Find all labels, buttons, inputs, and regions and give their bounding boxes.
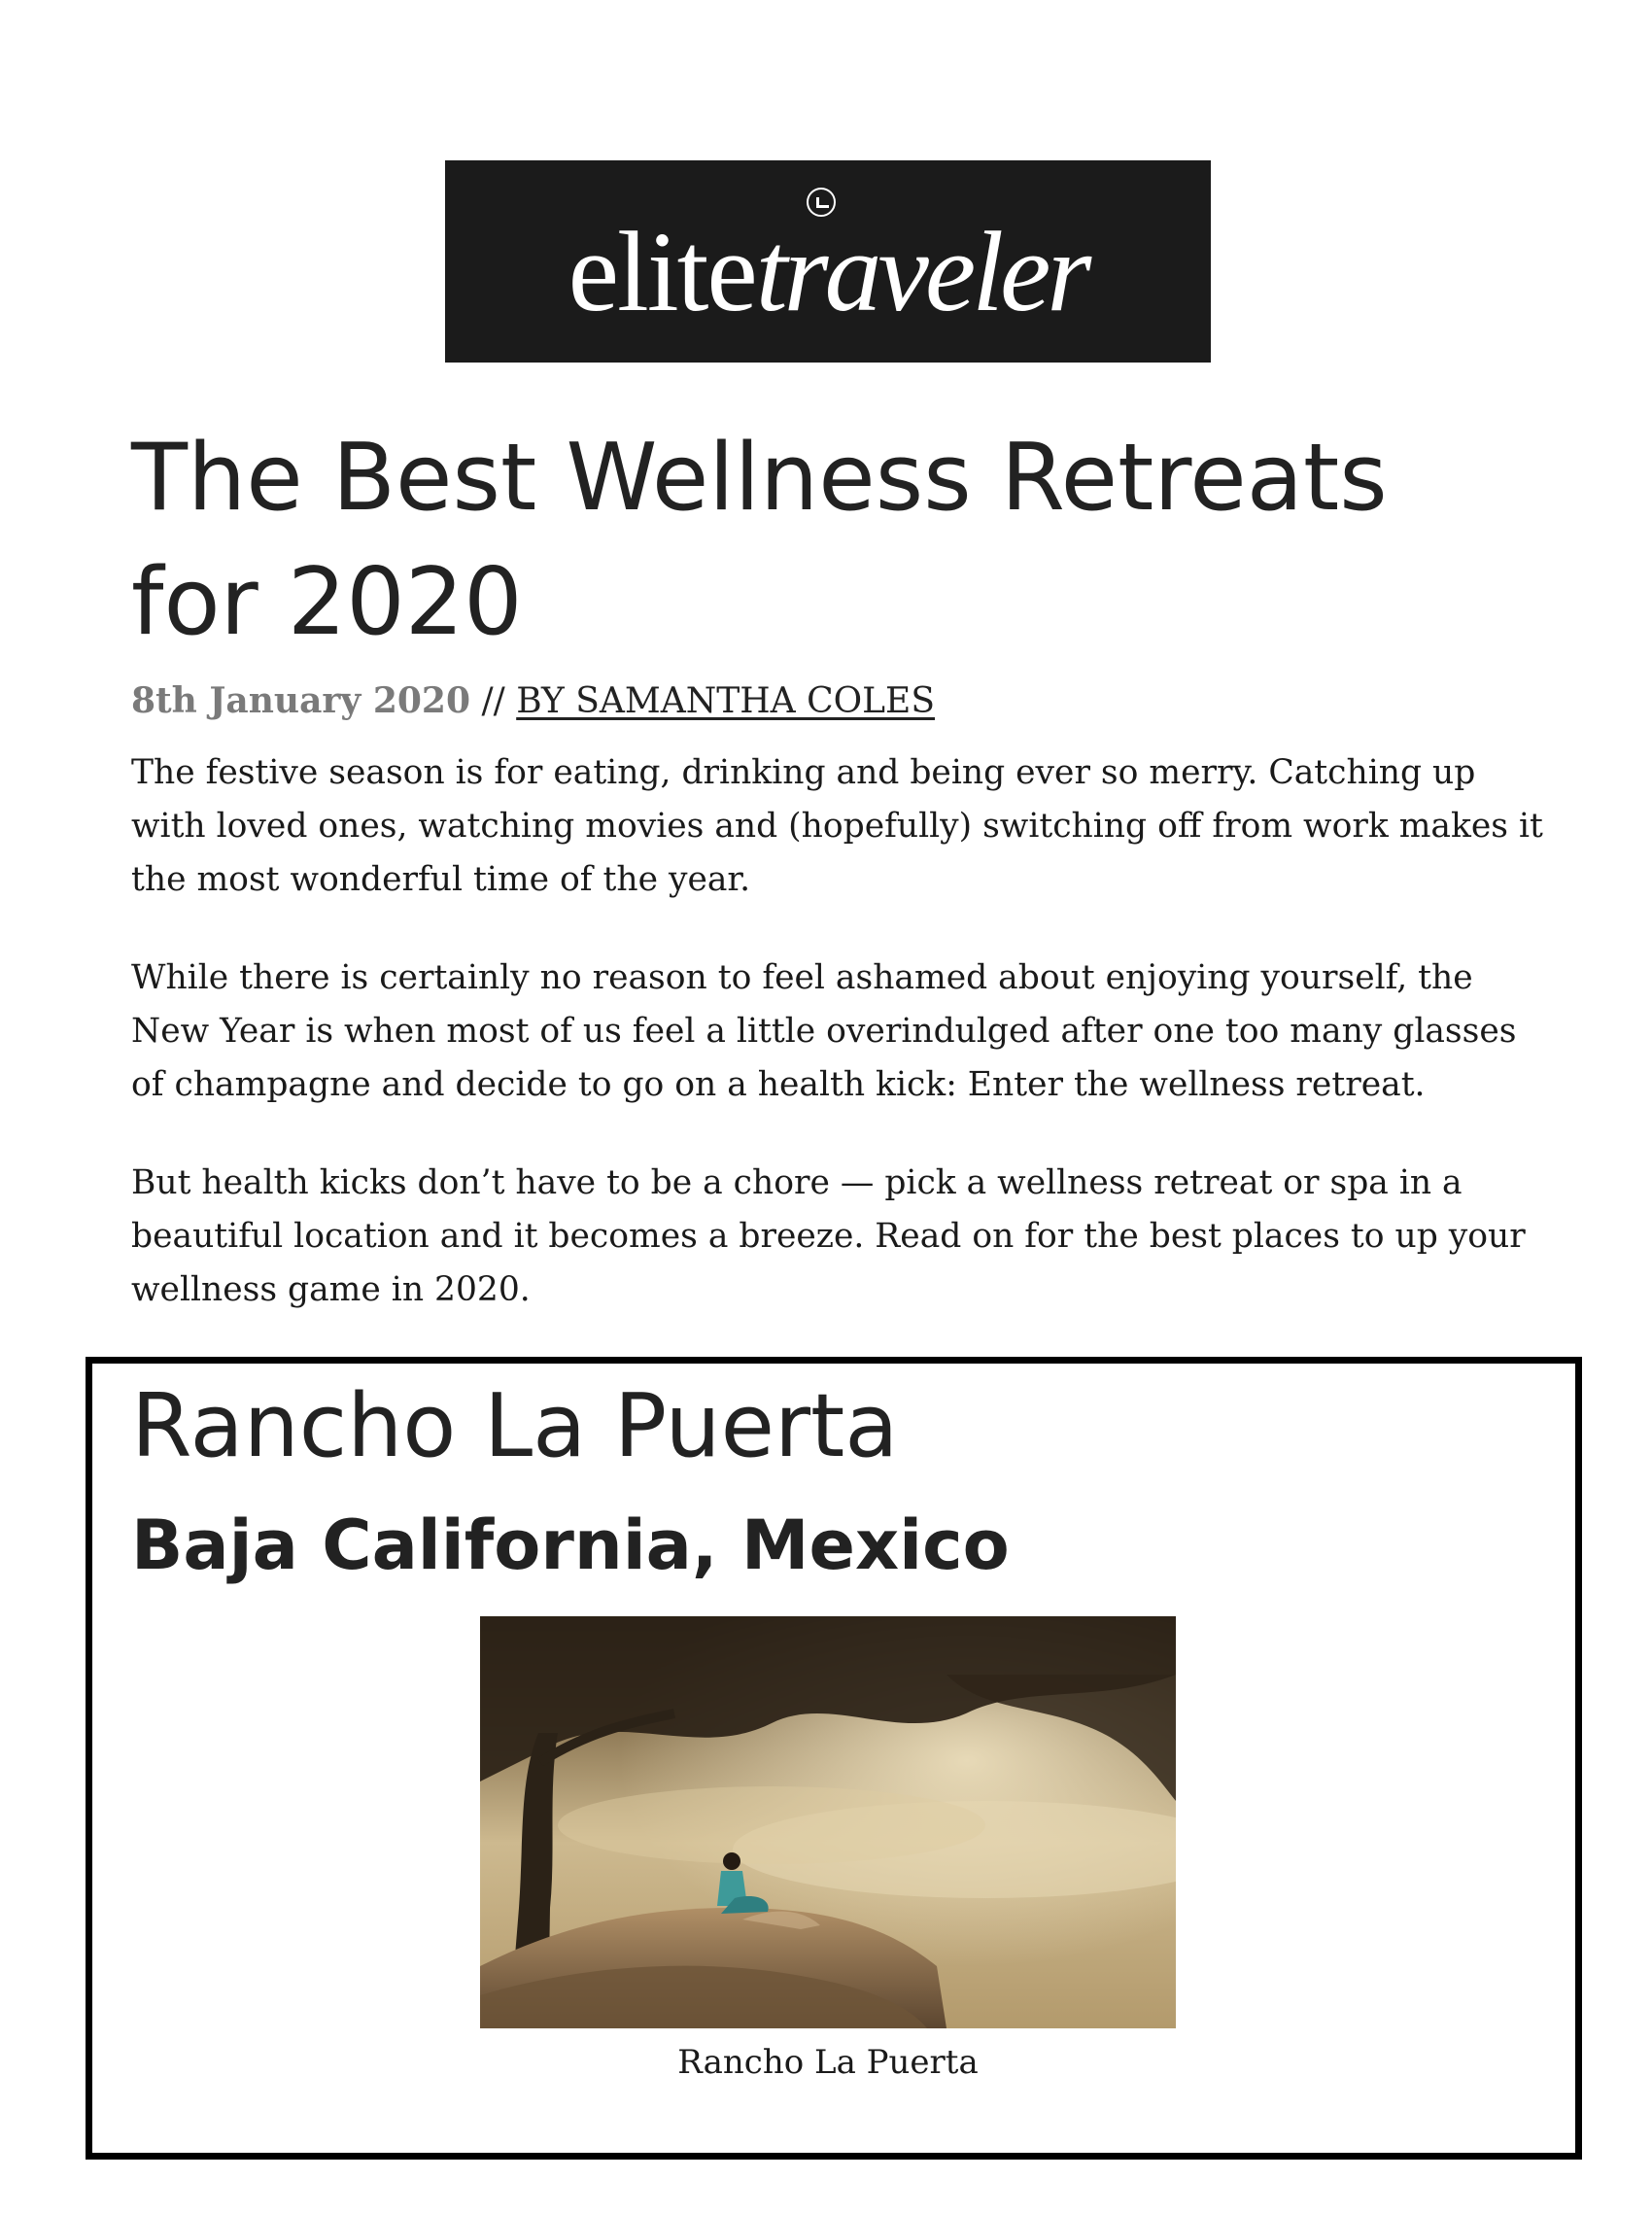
logo-emblem-icon: [807, 188, 836, 217]
article-title: The Best Wellness Retreats for 2020: [131, 425, 1388, 656]
article-paragraph-3: But health kicks don’t have to be a chore — pick a wellness retreat or spa in a beautiful location and it becomes a breeze. Read on for the best places to up your wellness game in 2020.: [131, 1163, 1526, 1309]
retreat-name: Rancho La Puerta: [131, 1375, 899, 1477]
retreat-photo: [480, 1616, 1176, 2028]
byline-separator: //: [470, 681, 517, 721]
logo-word-traveler: traveler: [755, 208, 1088, 335]
article-paragraph-1: The festive season is for eating, drinking and being ever so merry. Catching up with loved ones, watching movies and (hopefully) switching off from work makes it the most wonderful time of the year.: [131, 753, 1543, 899]
retreat-photo-illustration: [480, 1616, 1176, 2028]
article-byline: [131, 676, 935, 726]
photo-caption: Rancho La Puerta: [677, 2043, 979, 2082]
logo-word-elite: elite: [568, 208, 756, 335]
author-link[interactable]: BY SAMANTHA COLES: [516, 681, 935, 721]
publish-date: 8th January 2020: [131, 680, 471, 721]
article-paragraph-2: While there is certainly no reason to feel ashamed about enjoying yourself, the New Year is when most of us feel a little overindulged after one too many glasses of champagne and decide to go on a health kick: Enter the wellness retreat.: [131, 958, 1517, 1104]
retreat-location: Baja California, Mexico: [131, 1505, 1010, 1585]
logo-wordmark: [568, 208, 1088, 335]
